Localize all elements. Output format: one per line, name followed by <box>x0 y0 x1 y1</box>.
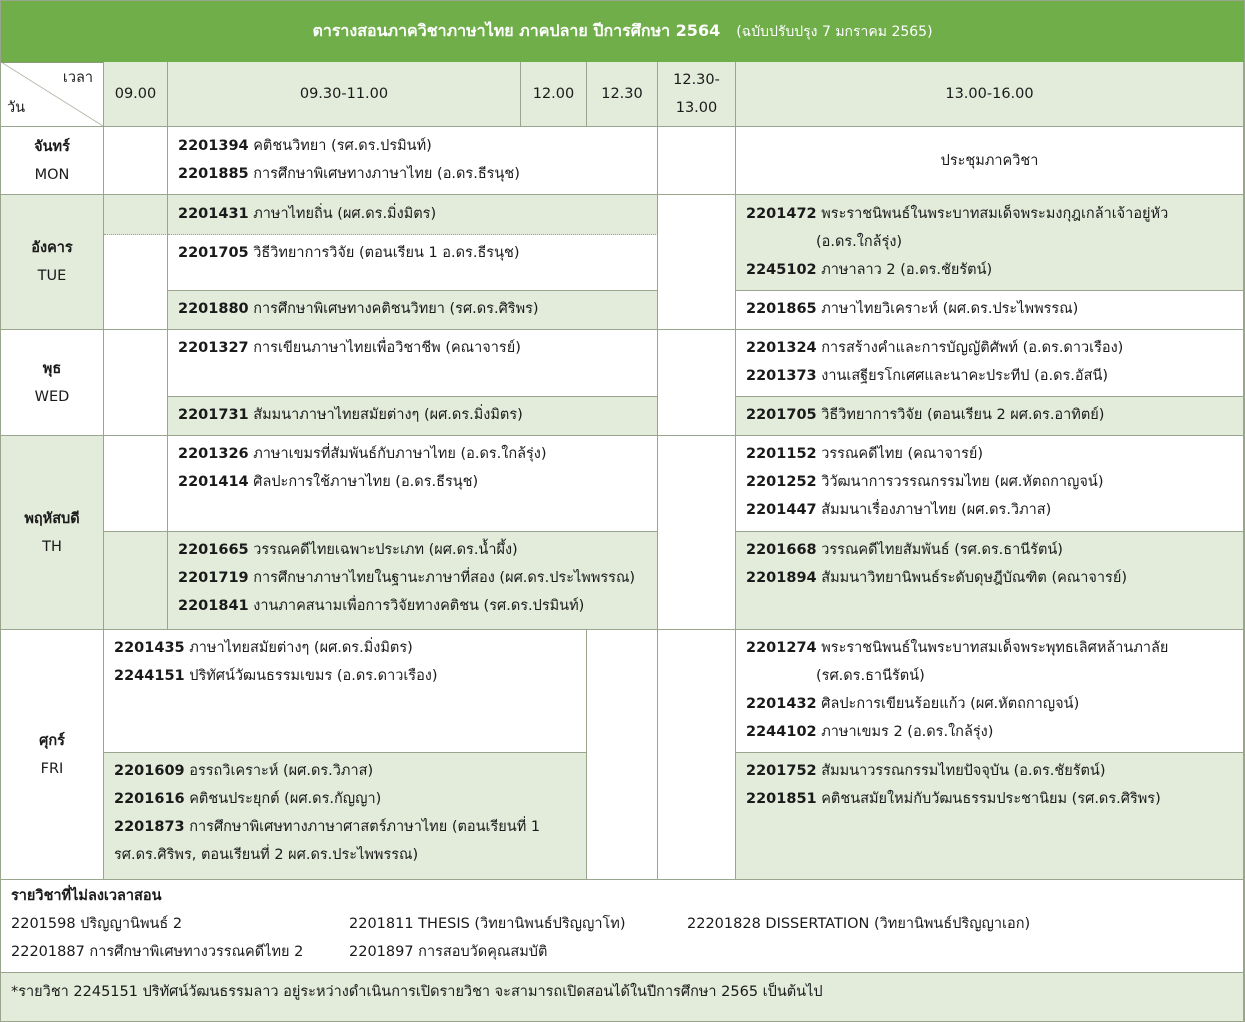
course-entry: 2201414 ศิลปะการใช้ภาษาไทย (อ.ดร.ธีรนุช) <box>178 474 479 490</box>
course-entry: 2201432 ศิลปะการเขียนร้อยแก้ว (ผศ.หัตถกาญจน์) <box>746 696 1080 712</box>
wed-lunch-empty <box>658 330 736 436</box>
course-entry: 2244102 ภาษาเขมร 2 (อ.ดร.ใกล้รุ่ง) <box>746 724 994 740</box>
fri-morning-b <box>104 753 587 880</box>
course-entry: 2201731 สัมมนาภาษาไทยสมัยต่างๆ (ผศ.ดร.มิ่งมิตร) <box>178 407 523 423</box>
course-entry: 2201447 สัมมนาเรื่องภาษาไทย (ผศ.ดร.วิภาส) <box>746 502 1052 518</box>
tue-0900-a <box>104 195 168 235</box>
course-entry: 2201880 การศึกษาพิเศษทางคติชนวิทยา (รศ.ดร.ศิริพร) <box>178 301 539 317</box>
thu-afternoon-a <box>736 436 1244 532</box>
course-entry: 2245102 ภาษาลาว 2 (อ.ดร.ชัยรัตน์) <box>746 262 993 278</box>
day-label: วัน <box>7 100 26 116</box>
course-entry: 2201841 งานภาคสนามเพื่อการวิจัยทางคติชน (รศ.ดร.ปรมินท์) <box>178 598 585 614</box>
day-fri: ศุกร์ FRI <box>1 630 104 880</box>
wed-morning-a <box>168 330 658 397</box>
course-entry: 2201472 พระราชนิพนธ์ในพระบาทสมเด็จพระมงกุฎเกล้าเจ้าอยู่หัว <box>746 206 1169 222</box>
course-entry: 2201752 สัมมนาวรรณกรรมไทยปัจจุบัน (อ.ดร.ชัยรัตน์) <box>746 763 1106 779</box>
thu-morning-b <box>168 532 658 630</box>
tue-afternoon-a <box>736 195 1244 291</box>
header-slot-0900: 09.00 <box>104 62 168 127</box>
course-entry: 2201894 สัมมนาวิทยานิพนธ์ระดับดุษฎีบัณฑิต (คณาจารย์) <box>746 570 1127 586</box>
course-entry: 2201885 การศึกษาพิเศษทางภาษาไทย (อ.ดร.ธีรนุช) <box>178 166 520 182</box>
header-slot-1230-1300: 12.30-13.00 <box>658 62 736 127</box>
tue-lunch-empty <box>658 195 736 330</box>
mon-morning-cell <box>168 127 658 195</box>
header-slot-1230: 12.30 <box>587 62 658 127</box>
wed-afternoon-b <box>736 397 1244 436</box>
tue-morning-a <box>168 195 658 235</box>
time-label: เวลา <box>62 70 93 86</box>
day-wed: พุธ WED <box>1 330 104 436</box>
course-entry: 2201394 คติชนวิทยา (รศ.ดร.ปรมินท์) <box>178 138 432 154</box>
thu-0900-a <box>104 436 168 532</box>
wed-afternoon-a <box>736 330 1244 397</box>
mon-lunch-empty <box>658 127 736 195</box>
course-entry: 2201719 การศึกษาภาษาไทยในฐานะภาษาที่สอง (ผศ.ดร.ประไพพรรณ) <box>178 570 636 586</box>
page-title <box>1 1 1244 63</box>
course-entry: 2201851 คติชนสมัยใหม่กับวัฒนธรรมประชานิยม (รศ.ดร.ศิริพร) <box>746 791 1161 807</box>
course-entry: 2201705 วิธีวิทยาการวิจัย (ตอนเรียน 1 อ.ดร.ธีรนุช) <box>178 245 520 261</box>
course-entry: 2201609 อรรถวิเคราะห์ (ผศ.ดร.วิภาส) <box>114 763 374 779</box>
fri-lunch-empty <box>658 630 736 880</box>
thu-0900-b <box>104 532 168 630</box>
footnote <box>1 973 1244 1021</box>
header-slot-1300: 13.00-16.00 <box>736 62 1244 127</box>
course-entry: (รศ.ดร.ธานีรัตน์) <box>816 668 925 684</box>
course-entry: (อ.ดร.ใกล้รุ่ง) <box>816 234 903 250</box>
wed-0900-empty <box>104 330 168 436</box>
day-thu: พฤหัสบดี TH <box>1 436 104 630</box>
course-entry: 2201373 งานเสฐียรโกเศศและนาคะประทีป (อ.ดร.อัสนี) <box>746 368 1109 384</box>
course-entry: 2201326 ภาษาเขมรที่สัมพันธ์กับภาษาไทย (อ.ดร.ใกล้รุ่ง) <box>178 446 547 462</box>
course-entry: 2244151 ปริทัศน์วัฒนธรรมเขมร (อ.ดร.ดาวเรือง) <box>114 668 438 684</box>
header-corner-cell <box>1 62 104 127</box>
course-entry: 2201705 วิธีวิทยาการวิจัย (ตอนเรียน 2 ผศ.ดร.อาทิตย์) <box>746 407 1105 423</box>
tue-afternoon-b <box>736 291 1244 330</box>
unscheduled-item: 2201897 การสอบวัดคุณสมบัติ <box>349 944 548 960</box>
tue-0900-b <box>104 235 168 330</box>
unscheduled-item: 22201828 DISSERTATION (วิทยานิพนธ์ปริญญาเอก) <box>687 916 1031 932</box>
course-entry: 2201435 ภาษาไทยสมัยต่างๆ (ผศ.ดร.มิ่งมิตร) <box>114 640 413 656</box>
course-entry: 2201431 ภาษาไทยถิ่น (ผศ.ดร.มิ่งมิตร) <box>178 206 437 222</box>
fri-morning-a <box>104 630 587 753</box>
fri-afternoon-b <box>736 753 1244 880</box>
course-entry: 2201274 พระราชนิพนธ์ในพระบาทสมเด็จพระพุทธเลิศหล้านภาลัย <box>746 640 1169 656</box>
course-entry: 2201152 วรรณคดีไทย (คณาจารย์) <box>746 446 984 462</box>
course-entry: รศ.ดร.ศิริพร, ตอนเรียนที่ 2 ผศ.ดร.ประไพพรรณ) <box>114 847 419 863</box>
course-entry: 2201665 วรรณคดีไทยเฉพาะประเภท (ผศ.ดร.น้ำผึ้ง) <box>178 542 518 558</box>
course-entry: 2201668 วรรณคดีไทยสัมพันธ์ (รศ.ดร.ธานีรัตน์) <box>746 542 1063 558</box>
course-entry: 2201616 คติชนประยุกต์ (ผศ.ดร.กัญญา) <box>114 791 382 807</box>
title-main: ตารางสอนภาควิชาภาษาไทย ภาคปลาย ปีการศึกษา 2564 <box>312 21 721 40</box>
course-entry: 2201252 วิวัฒนาการวรรณกรรมไทย (ผศ.หัตถกาญจน์) <box>746 474 1104 490</box>
footnote-text: *รายวิชา 2245151 ปริทัศน์วัฒนธรรมลาว อยู่ระหว่างดำเนินการเปิดรายวิชา จะสามารถเปิดสอนได้ในปีการศึกษา 2565 เป็นต้นไป <box>11 984 823 1000</box>
unscheduled-title: รายวิชาที่ไม่ลงเวลาสอน <box>11 888 162 904</box>
fri-afternoon-a <box>736 630 1244 753</box>
thu-afternoon-b <box>736 532 1244 630</box>
header-slot-0930: 09.30-11.00 <box>168 62 521 127</box>
unscheduled-section <box>1 880 1244 973</box>
unscheduled-item: 22201887 การศึกษาพิเศษทางวรรณคดีไทย 2 <box>11 944 304 960</box>
course-entry: 2201327 การเขียนภาษาไทยเพื่อวิชาชีพ (คณาจารย์) <box>178 340 521 356</box>
mon-0900-empty <box>104 127 168 195</box>
course-entry: 2201865 ภาษาไทยวิเคราะห์ (ผศ.ดร.ประไพพรรณ) <box>746 301 1079 317</box>
thu-lunch-empty <box>658 436 736 630</box>
tue-morning-b <box>168 235 658 291</box>
day-mon: จันทร์ MON <box>1 127 104 195</box>
course-entry: 2201324 การสร้างคำและการบัญญัติศัพท์ (อ.ดร.ดาวเรือง) <box>746 340 1124 356</box>
unscheduled-item: 2201598 ปริญญานิพนธ์ 2 <box>11 916 183 932</box>
unscheduled-item: 2201811 THESIS (วิทยานิพนธ์ปริญญาโท) <box>349 916 626 932</box>
day-tue: อังคาร TUE <box>1 195 104 330</box>
header-slot-1200: 12.00 <box>521 62 587 127</box>
fri-1230-empty <box>587 630 658 880</box>
wed-morning-b <box>168 397 658 436</box>
tue-morning-c <box>168 291 658 330</box>
title-updated: (ฉบับปรับปรุง 7 มกราคม 2565) <box>736 23 933 40</box>
mon-afternoon-cell: ประชุมภาควิชา <box>736 127 1244 195</box>
course-entry: 2201873 การศึกษาพิเศษทางภาษาศาสตร์ภาษาไทย (ตอนเรียนที่ 1 <box>114 819 541 835</box>
thu-morning-a <box>168 436 658 532</box>
